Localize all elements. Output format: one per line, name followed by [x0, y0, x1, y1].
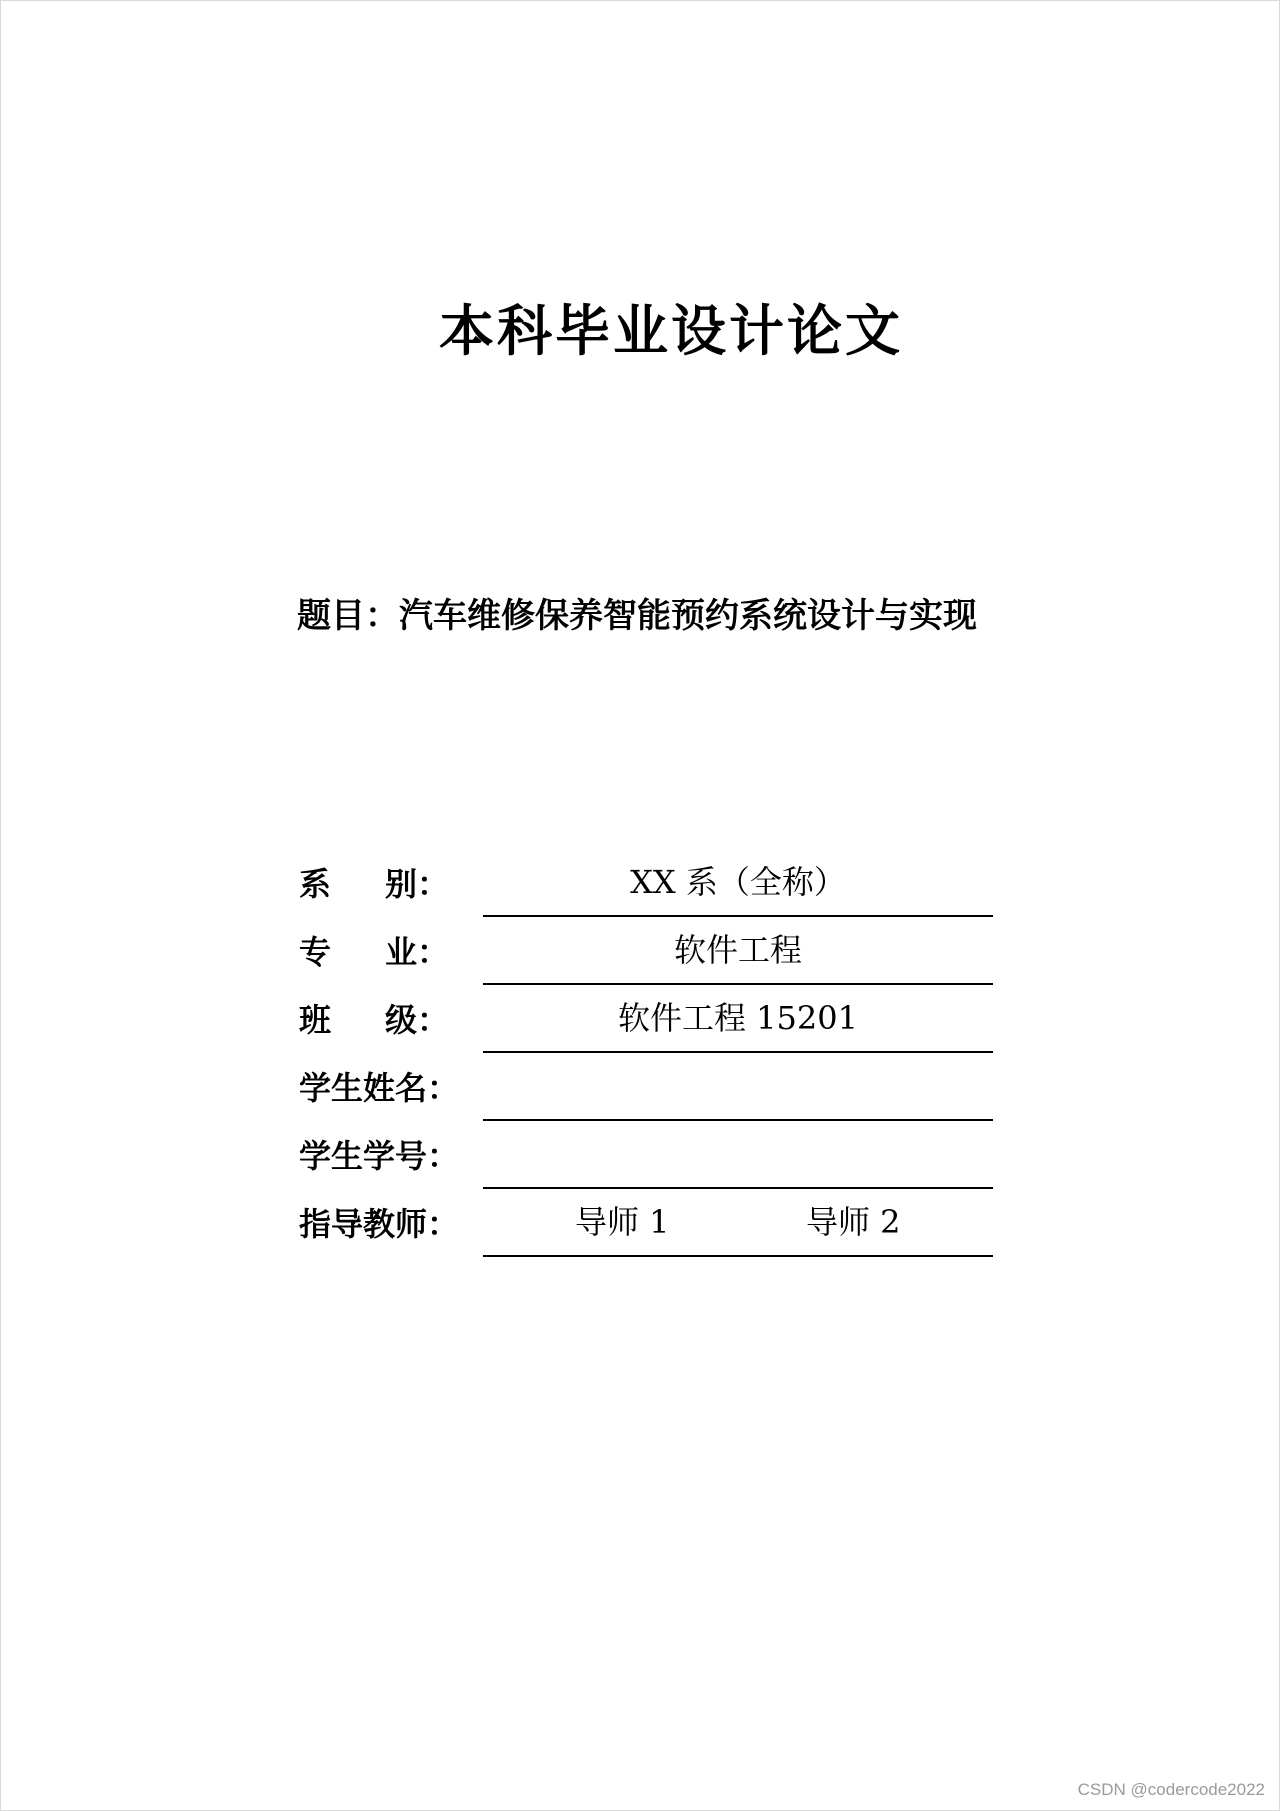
major-label-part-2: 业： — [384, 933, 449, 971]
watermark: CSDN @codercode2022 — [1077, 1780, 1265, 1799]
department-value: XX 系（全称） — [630, 863, 846, 901]
topic-label: 题目： — [297, 596, 399, 636]
student-id-row — [299, 1121, 993, 1189]
department-label-part-2: 别： — [384, 865, 449, 903]
department-row — [299, 849, 993, 917]
class-value: 软件工程 15201 — [618, 999, 858, 1037]
topic-value: 汽车维修保养智能预约系统设计与实现 — [399, 596, 977, 636]
student-id-label: 学生学号： — [299, 1137, 460, 1175]
major-label-part-1: 专 — [299, 933, 332, 971]
department-label — [299, 859, 459, 909]
advisor-field — [483, 1189, 993, 1257]
advisor-row — [299, 1189, 993, 1257]
student-name-label: 学生姓名： — [299, 1069, 460, 1107]
topic-line — [297, 591, 977, 641]
major-value: 软件工程 — [673, 931, 802, 969]
class-label — [299, 995, 459, 1045]
student-name-field — [483, 1053, 993, 1121]
major-field — [483, 917, 993, 985]
student-name-row — [299, 1053, 993, 1121]
class-field — [483, 985, 993, 1053]
advisor-1: 导师 1 — [575, 1203, 670, 1241]
class-label-part-1: 班 — [299, 1001, 332, 1039]
advisor-label: 指导教师： — [299, 1205, 460, 1243]
student-id-field — [483, 1121, 993, 1189]
major-row — [299, 917, 993, 985]
class-row — [299, 985, 993, 1053]
class-label-part-2: 级： — [384, 1001, 449, 1039]
advisor-2: 导师 2 — [806, 1203, 901, 1241]
major-label — [299, 927, 459, 977]
page-title: 本科毕业设计论文 — [438, 299, 903, 363]
department-label-part-1: 系 — [299, 865, 332, 903]
department-field — [483, 849, 993, 917]
